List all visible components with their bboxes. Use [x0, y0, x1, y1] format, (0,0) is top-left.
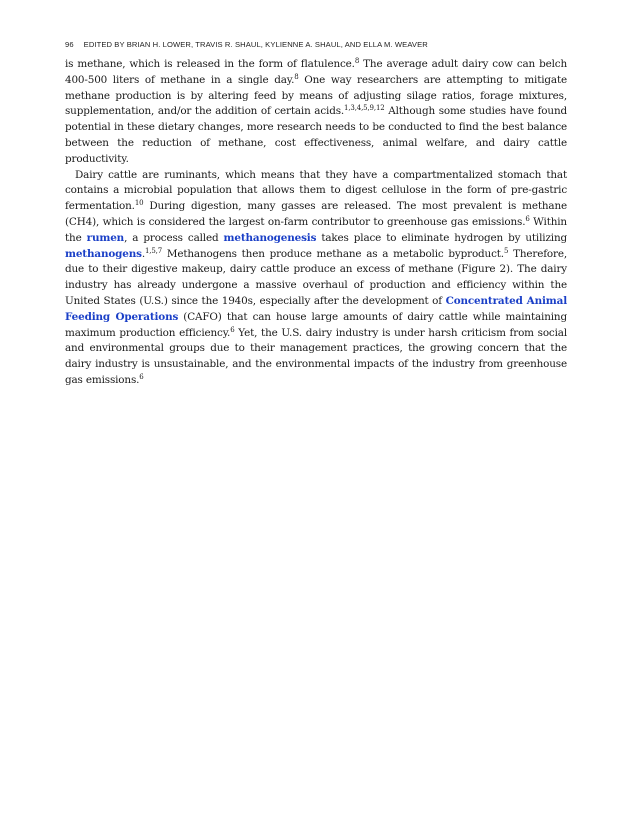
citation-superscript: 6 [525, 214, 530, 223]
page-number: 96 [65, 40, 74, 49]
p2-text-9: (CAFO) that can house large amounts of dairy cattle while maintaining maximum production efficiency. [65, 310, 567, 339]
citation-superscript: 10 [134, 199, 144, 208]
p2-text-6: . [141, 247, 145, 260]
paragraph-2 [65, 168, 567, 389]
p2-text-3: Within the [65, 215, 567, 244]
p1-text-1: is methane, which is released in the form of flatulence. [65, 58, 355, 70]
citation-superscript: 8 [294, 72, 299, 81]
p2-text-7: Methanogens then produce methane as a metabolic byproduct. [162, 247, 504, 260]
body-text [65, 57, 567, 389]
citation-superscript: 1,5,7 [144, 246, 163, 255]
citation-superscript: 8 [354, 57, 360, 65]
p1-text-2: The average adult dairy cow can belch 400-500 liters of methane in a single day. [65, 58, 567, 86]
citation-superscript: 1,3,4,5,9,12 [344, 104, 385, 113]
link-methanogenesis[interactable]: methanogenesis [223, 231, 317, 244]
p2-text-8: Therefore, due to their digestive makeup, dairy cattle produce an excess of methane (Figure 2). The dairy industry has already undergone a massive overhaul of production and efficiency within the United States (U.S.) since the 1940s, especially after the development of [65, 247, 567, 307]
citation-superscript: 5 [503, 246, 509, 255]
paragraph-1 [65, 57, 567, 168]
citation-superscript: 6 [230, 325, 235, 334]
p2-text-2: During digestion, many gasses are released. The most prevalent is methane (CH4), which is considered the largest on-farm contributor to greenhouse gas emissions. [65, 200, 567, 228]
link-rumen[interactable]: rumen [86, 231, 125, 244]
p2-text-4: , a process called [124, 231, 224, 244]
p1-text-3: One way researchers are attempting to mitigate methane production is by altering feed by means of adjusting silage ratios, forage mixtures, supplementation, and/or the addition of certain acids. [65, 73, 567, 118]
p2-text-5: takes place to eliminate hydrogen by utilizing [316, 231, 567, 244]
p1-text-4: Although some studies have found potential in these dietary changes, more research needs to be conducted to find the best balance between the reduction of methane, cost effectiveness, animal welfare, and dairy cattle productivity. [65, 105, 567, 165]
citation-superscript: 6 [139, 372, 144, 381]
p2-text-10: Yet, the U.S. dairy industry is under harsh criticism from social and environmental groups due to their management practices, the growing concern that the dairy industry is unsustainable, and the environmental impacts of the industry from greenhouse gas emissions. [65, 326, 567, 386]
link-cafo[interactable]: Concentrated Animal Feeding Operations [65, 294, 567, 323]
link-methanogens[interactable]: methanogens [65, 247, 142, 260]
running-header [65, 40, 570, 49]
running-head-authors: EDITED BY BRIAN H. LOWER, TRAVIS R. SHAUL, KYLIENNE A. SHAUL, AND ELLA M. WEAVER [83, 40, 428, 49]
p2-text-1: Dairy cattle are ruminants, which means that they have a compartmentalized stomach that contains a microbial population that allows them to digest cellulose in the form of pre-gastric fermentation. [65, 168, 567, 213]
